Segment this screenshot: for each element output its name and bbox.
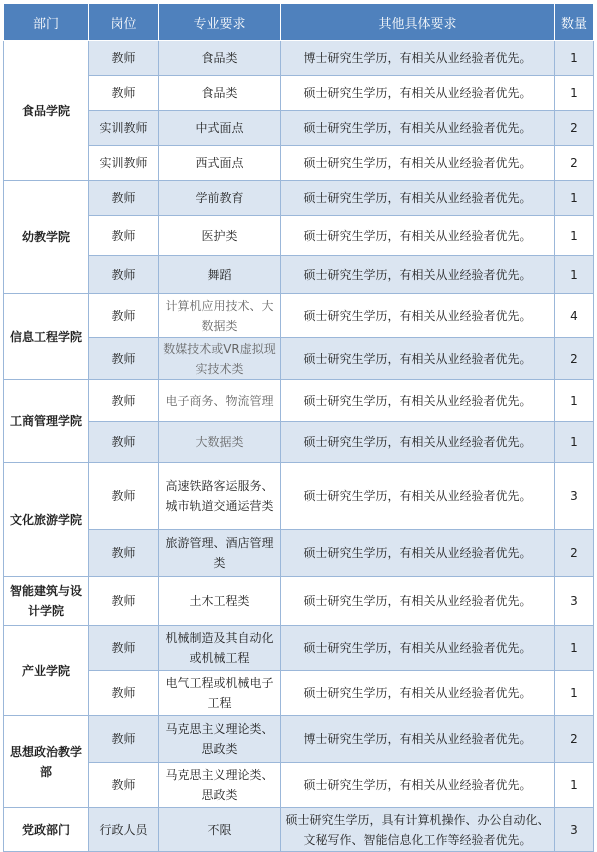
quantity-cell: 1 [555,41,594,76]
other-cell: 硕士研究生学历，有相关从业经验者优先。 [281,294,555,338]
major-cell: 食品类 [159,41,281,76]
quantity-cell: 1 [555,626,594,671]
other-cell: 硕士研究生学历，有相关从业经验者优先。 [281,111,555,146]
dept-cell: 智能建筑与设计学院 [4,577,89,626]
table-row [4,338,594,380]
quantity-cell: 2 [555,530,594,577]
position-cell: 教师 [89,181,159,216]
other-cell: 硕士研究生学历，有相关从业经验者优先。 [281,146,555,181]
other-cell: 硕士研究生学历，有相关从业经验者优先。 [281,256,555,294]
quantity-cell: 1 [555,422,594,463]
position-cell: 教师 [89,577,159,626]
table-row [4,111,594,146]
other-cell: 博士研究生学历，有相关从业经验者优先。 [281,41,555,76]
position-cell: 教师 [89,763,159,808]
recruitment-table [3,3,594,852]
major-cell: 大数据类 [159,422,281,463]
other-cell: 硕士研究生学历，有相关从业经验者优先。 [281,577,555,626]
quantity-cell: 4 [555,294,594,338]
quantity-cell: 3 [555,577,594,626]
table-row [4,530,594,577]
other-cell: 硕士研究生学历，有相关从业经验者优先。 [281,626,555,671]
table-row [4,671,594,716]
quantity-cell: 2 [555,716,594,763]
position-cell: 教师 [89,422,159,463]
quantity-cell: 1 [555,763,594,808]
major-cell: 高速铁路客运服务、城市轨道交通运营类 [159,463,281,530]
position-cell: 教师 [89,41,159,76]
table-row [4,216,594,256]
other-cell: 硕士研究生学历，具有计算机操作、办公自动化、文秘写作、智能信息化工作等经验者优先。 [281,808,555,852]
header-quantity: 数量 [555,4,594,41]
position-cell: 教师 [89,671,159,716]
position-cell: 教师 [89,716,159,763]
header-dept: 部门 [4,4,89,41]
major-cell: 西式面点 [159,146,281,181]
table-row [4,716,594,763]
quantity-cell: 2 [555,338,594,380]
table-row [4,41,594,76]
dept-cell: 产业学院 [4,626,89,716]
major-cell: 机械制造及其自动化或机械工程 [159,626,281,671]
position-cell: 教师 [89,463,159,530]
table-row [4,181,594,216]
table-row [4,808,594,852]
major-cell: 不限 [159,808,281,852]
table-row [4,626,594,671]
position-cell: 教师 [89,76,159,111]
position-cell: 教师 [89,294,159,338]
header-position: 岗位 [89,4,159,41]
table-row [4,76,594,111]
quantity-cell: 1 [555,380,594,422]
position-cell: 教师 [89,216,159,256]
major-cell: 电气工程或机械电子工程 [159,671,281,716]
table-row [4,763,594,808]
dept-cell: 文化旅游学院 [4,463,89,577]
quantity-cell: 2 [555,111,594,146]
major-cell: 计算机应用技术、大数据类 [159,294,281,338]
position-cell: 行政人员 [89,808,159,852]
table-row [4,422,594,463]
other-cell: 硕士研究生学历，有相关从业经验者优先。 [281,76,555,111]
major-cell: 食品类 [159,76,281,111]
dept-cell: 信息工程学院 [4,294,89,380]
header-other: 其他具体要求 [281,4,555,41]
other-cell: 硕士研究生学历，有相关从业经验者优先。 [281,530,555,577]
other-cell: 博士研究生学历，有相关从业经验者优先。 [281,716,555,763]
position-cell: 教师 [89,380,159,422]
major-cell: 数媒技术或VR虚拟现实技术类 [159,338,281,380]
position-cell: 实训教师 [89,146,159,181]
position-cell: 实训教师 [89,111,159,146]
other-cell: 硕士研究生学历，有相关从业经验者优先。 [281,671,555,716]
dept-cell: 工商管理学院 [4,380,89,463]
header-major: 专业要求 [159,4,281,41]
quantity-cell: 1 [555,671,594,716]
major-cell: 电子商务、物流管理 [159,380,281,422]
major-cell: 中式面点 [159,111,281,146]
position-cell: 教师 [89,256,159,294]
quantity-cell: 1 [555,181,594,216]
major-cell: 医护类 [159,216,281,256]
other-cell: 硕士研究生学历，有相关从业经验者优先。 [281,380,555,422]
other-cell: 硕士研究生学历，有相关从业经验者优先。 [281,181,555,216]
major-cell: 旅游管理、酒店管理类 [159,530,281,577]
major-cell: 马克思主义理论类、思政类 [159,716,281,763]
position-cell: 教师 [89,626,159,671]
table-row [4,146,594,181]
position-cell: 教师 [89,338,159,380]
major-cell: 马克思主义理论类、思政类 [159,763,281,808]
quantity-cell: 2 [555,146,594,181]
dept-cell: 思想政治教学部 [4,716,89,808]
dept-cell: 幼教学院 [4,181,89,294]
table-row [4,380,594,422]
other-cell: 硕士研究生学历，有相关从业经验者优先。 [281,216,555,256]
major-cell: 舞蹈 [159,256,281,294]
quantity-cell: 1 [555,216,594,256]
header-row [4,4,594,41]
other-cell: 硕士研究生学历，有相关从业经验者优先。 [281,422,555,463]
table-row [4,294,594,338]
dept-cell: 党政部门 [4,808,89,852]
quantity-cell: 1 [555,76,594,111]
other-cell: 硕士研究生学历，有相关从业经验者优先。 [281,463,555,530]
table-row [4,463,594,530]
table-row [4,577,594,626]
position-cell: 教师 [89,530,159,577]
quantity-cell: 3 [555,808,594,852]
table-row [4,256,594,294]
quantity-cell: 3 [555,463,594,530]
major-cell: 学前教育 [159,181,281,216]
other-cell: 硕士研究生学历，有相关从业经验者优先。 [281,763,555,808]
other-cell: 硕士研究生学历，有相关从业经验者优先。 [281,338,555,380]
quantity-cell: 1 [555,256,594,294]
dept-cell: 食品学院 [4,41,89,181]
major-cell: 土木工程类 [159,577,281,626]
